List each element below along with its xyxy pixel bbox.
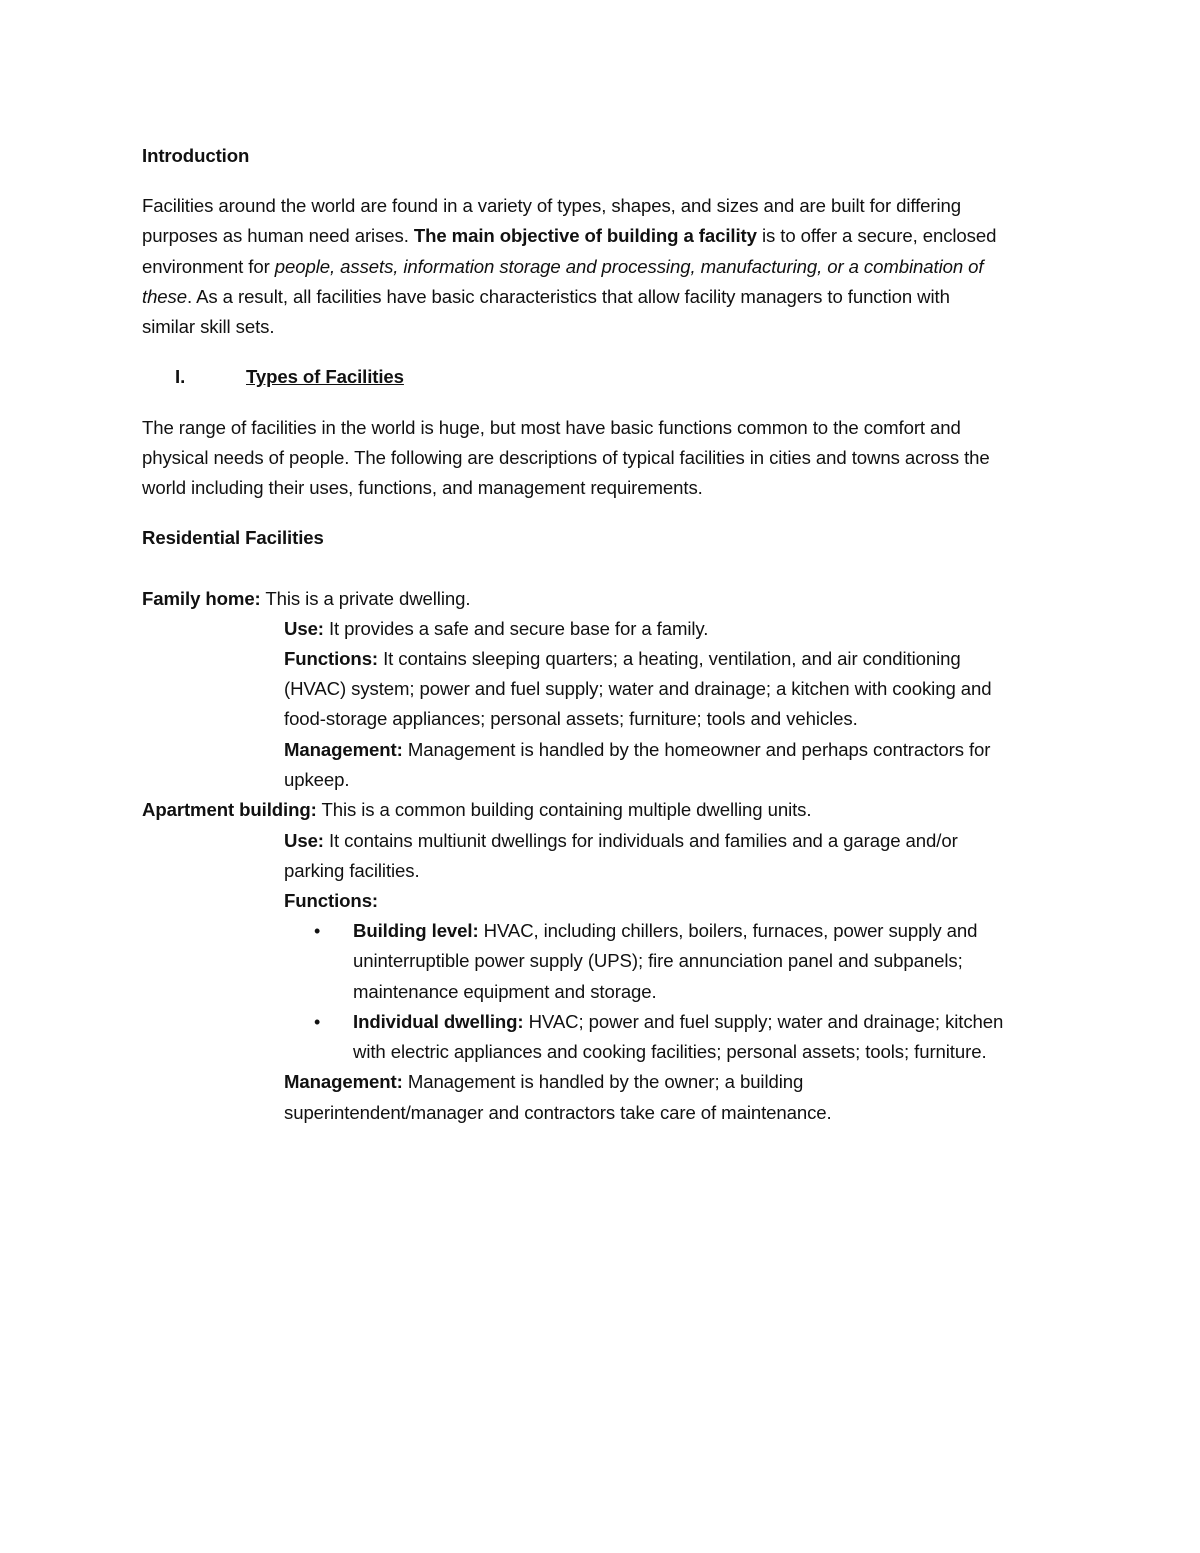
family-home-management-2: upkeep. xyxy=(284,769,350,790)
apartment-use-1: Use: It contains multiunit dwellings for individuals and families and a garage and/or xyxy=(284,830,958,851)
apartment-line: Apartment building: This is a common building containing multiple dwelling units. xyxy=(142,799,812,820)
intro-italic: people, assets, information storage and processing, manufacturing, or a combination of xyxy=(274,256,984,277)
intro-line-5: similar skill sets. xyxy=(142,316,275,337)
family-home-use: Use: It provides a safe and secure base for a family. xyxy=(284,618,709,639)
family-home-line: Family home: This is a private dwelling. xyxy=(142,588,471,609)
apartment-management-2: superintendent/manager and contractors take care of maintenance. xyxy=(284,1102,832,1123)
bullet-1-line-3: maintenance equipment and storage. xyxy=(353,981,657,1002)
apartment-use-2: parking facilities. xyxy=(284,860,420,881)
bullet-1-glyph: • xyxy=(314,921,321,941)
intro-line-1: Facilities around the world are found in a variety of types, shapes, and sizes and are built for differing xyxy=(142,195,962,216)
family-home-functions-1: Functions: It contains sleeping quarters; a heating, ventilation, and air conditioning xyxy=(284,648,961,669)
section-line-1: The range of facilities in the world is huge, but most have basic functions common to the comfort and xyxy=(142,417,961,438)
intro-line-2: purposes as human need arises. The main objective of building a facility is to offer a secure, enclosed xyxy=(142,225,997,246)
apartment-management-1: Management: Management is handled by the owner; a building xyxy=(284,1071,804,1092)
intro-line-4: these. As a result, all facilities have basic characteristics that allow facility managers to function with xyxy=(142,286,950,307)
apartment-functions-label: Functions: xyxy=(284,890,379,911)
family-home-functions-2: (HVAC) system; power and fuel supply; water and drainage; a kitchen with cooking and xyxy=(284,678,992,699)
bullet-1-line-2: uninterruptible power supply (UPS); fire annunciation panel and subpanels; xyxy=(353,950,963,971)
intro-line-3: environment for people, assets, information storage and processing, manufacturing, or a combination of xyxy=(142,256,984,277)
section-numeral: I. xyxy=(175,366,186,387)
residential-heading: Residential Facilities xyxy=(142,527,324,548)
bullet-2-line-2: with electric appliances and cooking facilities; personal assets; tools; furniture. xyxy=(353,1041,987,1062)
section-line-3: world including their uses, functions, and management requirements. xyxy=(142,477,703,498)
bullet-2-glyph: • xyxy=(314,1012,321,1032)
intro-heading: Introduction xyxy=(142,145,250,166)
bullet-1-line-1: Building level: HVAC, including chillers, boilers, furnaces, power supply and xyxy=(353,920,978,941)
intro-emphasis: The main objective of building a facility xyxy=(413,225,757,246)
family-home-management-1: Management: Management is handled by the homeowner and perhaps contractors for xyxy=(284,739,991,760)
section-title: Types of Facilities xyxy=(246,366,404,387)
section-line-2: physical needs of people. The following are descriptions of typical facilities in cities and towns across the xyxy=(142,447,990,468)
bullet-2-line-1: Individual dwelling: HVAC; power and fuel supply; water and drainage; kitchen xyxy=(353,1011,1004,1032)
family-home-functions-3: food-storage appliances; personal assets; furniture; tools and vehicles. xyxy=(284,708,858,729)
